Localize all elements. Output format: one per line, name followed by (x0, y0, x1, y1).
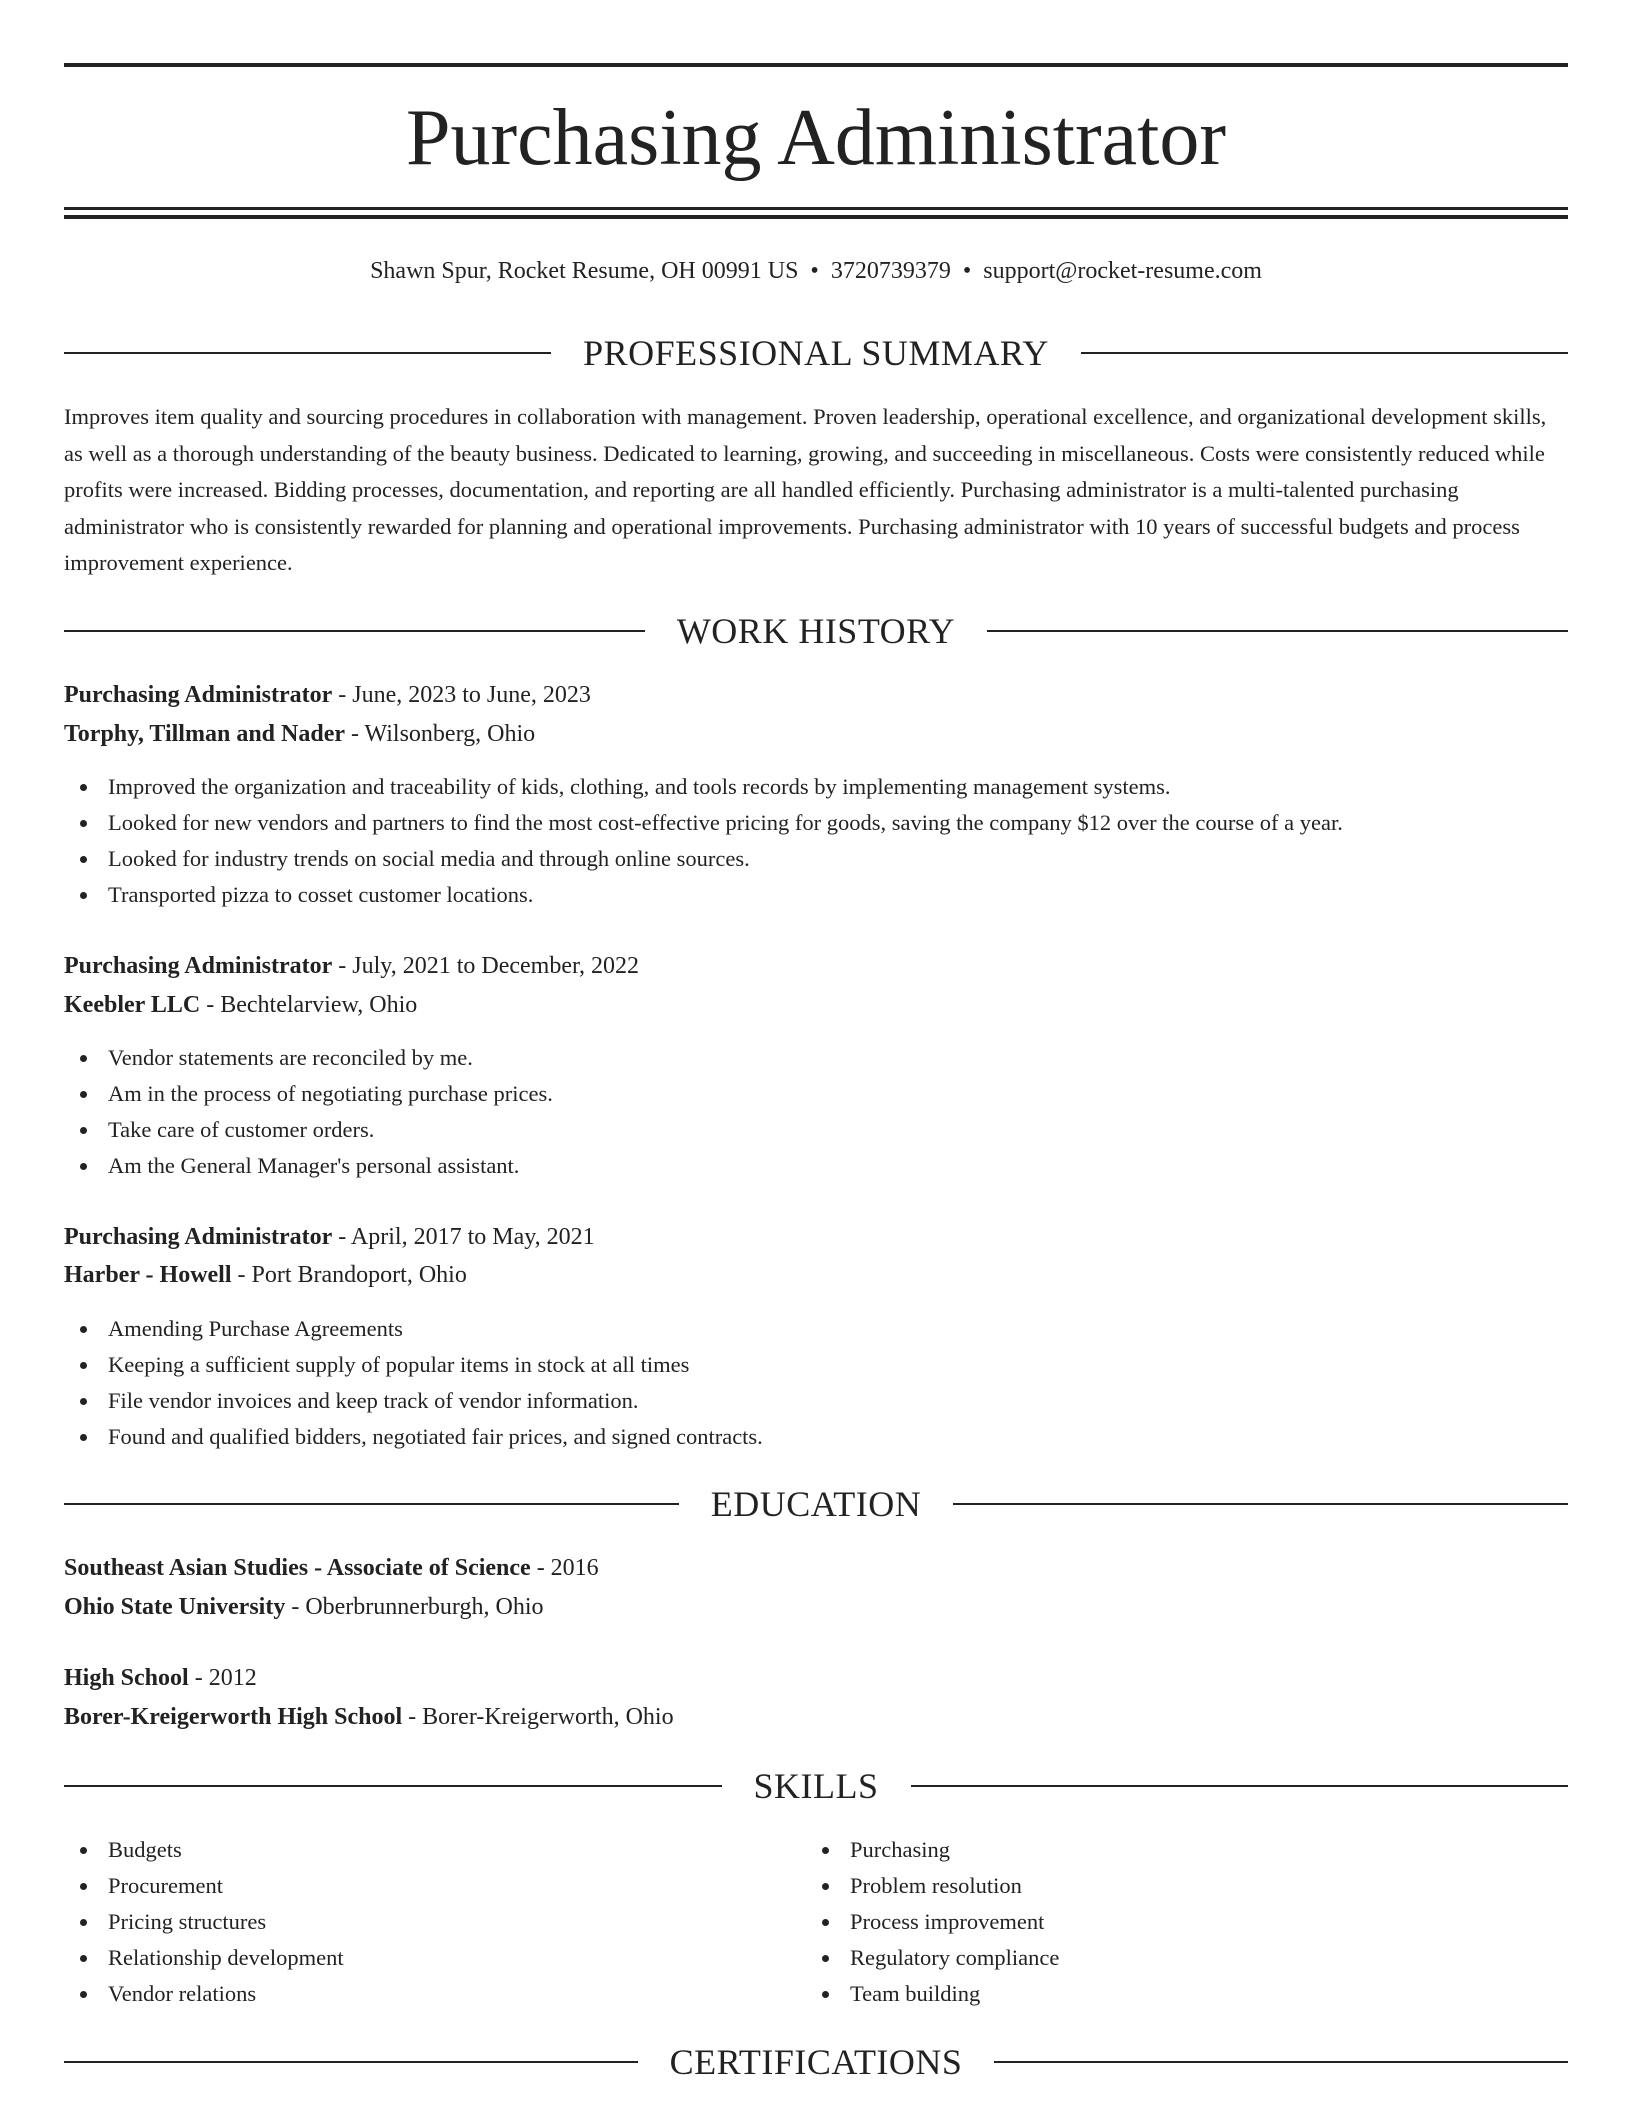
job-dates: - July, 2021 to December, 2022 (332, 953, 639, 979)
education-school: Ohio State University (64, 1594, 286, 1620)
list-item: Looked for industry trends on social media and through online sources. (64, 841, 1568, 877)
section-heading-skills (64, 1764, 1568, 1808)
contact-line (64, 255, 1568, 287)
job-company-line (64, 989, 1568, 1021)
skill-item: Vendor relations (64, 1976, 804, 2012)
heading-rule-left (64, 2061, 638, 2063)
section-heading-label: PROFESSIONAL SUMMARY (583, 333, 1049, 373)
job-company: Harber - Howell (64, 1262, 232, 1288)
education-year: - 2016 (530, 1555, 599, 1581)
education-degree-line (64, 1662, 1568, 1694)
job-role: Purchasing Administrator (64, 953, 333, 979)
list-item: Improved the organization and traceability of kids, clothing, and tools records by implementing management systems. (64, 769, 1568, 805)
list-item: Found and qualified bidders, negotiated fair prices, and signed contracts. (64, 1419, 1568, 1455)
skill-item: Relationship development (64, 1940, 804, 1976)
contact-email: support@rocket-resume.com (983, 258, 1262, 284)
skill-item: Pricing structures (64, 1904, 804, 1940)
education-location: - Borer-Kreigerworth, Ohio (402, 1704, 674, 1730)
education-degree-line (64, 1552, 1568, 1584)
section-heading-label: CERTIFICATIONS (669, 2042, 963, 2082)
skill-item: Procurement (64, 1868, 804, 1904)
job-dates: - June, 2023 to June, 2023 (332, 682, 591, 708)
list-item: Vendor statements are reconciled by me. (64, 1040, 1568, 1076)
header-top-rule (64, 63, 1568, 67)
section-heading-work-history (64, 609, 1568, 653)
section-heading-summary (64, 331, 1568, 375)
job-duties-list (64, 1040, 1568, 1184)
section-heading-label: EDUCATION (710, 1484, 922, 1524)
list-item: Amending Purchase Agreements (64, 1311, 1568, 1347)
heading-rule-left (64, 1785, 722, 1787)
heading-rule-right (911, 1785, 1569, 1787)
list-item: Transported pizza to cosset customer locations. (64, 877, 1568, 913)
heading-rule-right (994, 2061, 1568, 2063)
summary-text: Improves item quality and sourcing procedures in collaboration with management. Proven leadership, operational excellence, and organizational development skills, as well as a thorough understanding of the beauty business. Dedicated to learning, growing, and succeeding in miscellaneous. Costs were consistently reduced while profits were increased. Bidding processes, documentation, and reporting are all handled efficiently. Purchasing administrator is a multi-talented purchasing administrator who is consistently rewarded for planning and operational improvements. Purchasing administrator with 10 years of successful budgets and process improvement experience. (64, 404, 1547, 575)
skills-list-right (806, 1832, 1566, 2012)
skill-item: Budgets (64, 1832, 804, 1868)
skills-list-left (64, 1832, 804, 2012)
skill-item: Problem resolution (806, 1868, 1566, 1904)
list-item: Keeping a sufficient supply of popular items in stock at all times (64, 1347, 1568, 1383)
section-heading-label: WORK HISTORY (676, 611, 956, 651)
header-double-rule-lower (64, 215, 1568, 219)
job-company: Keebler LLC (64, 992, 201, 1018)
heading-rule-right (1081, 352, 1568, 354)
job-duties-list (64, 1311, 1568, 1455)
job-title-line (64, 950, 1568, 982)
heading-rule-right (987, 630, 1568, 632)
section-heading-label: SKILLS (753, 1766, 879, 1806)
contact-phone: 3720739379 (830, 258, 951, 284)
education-location: - Oberbrunnerburgh, Ohio (285, 1594, 544, 1620)
skill-item: Process improvement (806, 1904, 1566, 1940)
job-company: Torphy, Tillman and Nader (64, 721, 345, 747)
list-item: File vendor invoices and keep track of vendor information. (64, 1383, 1568, 1419)
header-double-rule-upper (64, 207, 1568, 210)
skill-item: Purchasing (806, 1832, 1566, 1868)
job-dates: - April, 2017 to May, 2021 (332, 1224, 595, 1250)
education-degree: High School (64, 1665, 189, 1691)
job-location: - Bechtelarview, Ohio (200, 992, 418, 1018)
resume-name: Purchasing Administrator (406, 94, 1226, 182)
job-title-line (64, 679, 1568, 711)
job-role: Purchasing Administrator (64, 682, 333, 708)
skill-item: Team building (806, 1976, 1566, 2012)
job-company-line (64, 1259, 1568, 1291)
job-location: - Wilsonberg, Ohio (345, 721, 536, 747)
heading-rule-left (64, 1503, 679, 1505)
education-year: - 2012 (188, 1665, 257, 1691)
heading-rule-left (64, 352, 551, 354)
list-item: Am in the process of negotiating purchase prices. (64, 1076, 1568, 1112)
section-heading-certifications (64, 2040, 1568, 2084)
list-item: Am the General Manager's personal assistant. (64, 1148, 1568, 1184)
job-company-line (64, 718, 1568, 750)
contact-separator: • (962, 258, 972, 284)
education-school-line (64, 1701, 1568, 1733)
education-school-line (64, 1591, 1568, 1623)
section-heading-education (64, 1482, 1568, 1526)
job-title-line (64, 1221, 1568, 1253)
heading-rule-right (953, 1503, 1568, 1505)
education-degree: Southeast Asian Studies - Associate of Science (64, 1555, 531, 1581)
contact-address: Shawn Spur, Rocket Resume, OH 00991 US (370, 258, 799, 284)
job-role: Purchasing Administrator (64, 1224, 333, 1250)
education-school: Borer-Kreigerworth High School (64, 1704, 403, 1730)
heading-rule-left (64, 630, 645, 632)
job-location: - Port Brandoport, Ohio (231, 1262, 467, 1288)
list-item: Take care of customer orders. (64, 1112, 1568, 1148)
list-item: Looked for new vendors and partners to find the most cost-effective pricing for goods, saving the company $12 over the course of a year. (64, 805, 1568, 841)
skill-item: Regulatory compliance (806, 1940, 1566, 1976)
contact-separator: • (810, 258, 819, 284)
job-duties-list (64, 769, 1568, 913)
